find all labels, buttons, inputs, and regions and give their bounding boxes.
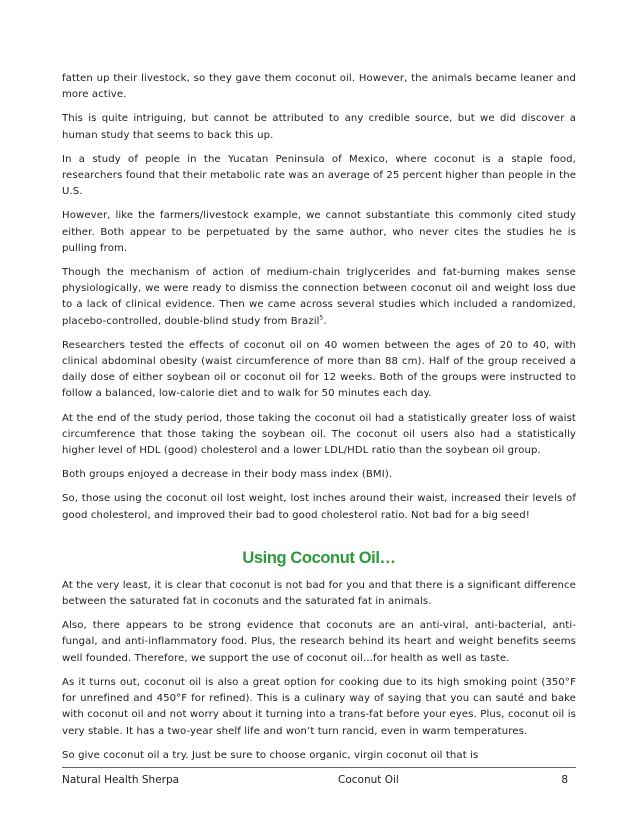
footer-publisher: Natural Health Sherpa [62, 774, 180, 786]
page-footer [62, 772, 576, 788]
page-number: 8 [561, 774, 568, 786]
paragraph-brazil-end: . [323, 315, 327, 327]
paragraph-intriguing: This is quite intriguing, but cannot be attributed to any credible source, but we did discover a human study that seems to back this up. [62, 113, 576, 141]
paragraph-cooking: As it turns out, coconut oil is also a great option for cooking due to its high smoking point (350°F for unrefined and 450°F for refined). This is a culinary way of saying that you can sauté and bake with coconut oil and not worry about it turning into a trans-fat before your eyes. Plus, coconut oil is very stable. It has a two-year shelf life and won’t turn rancid, even in warm temperatures. [62, 676, 576, 737]
paragraph-summary: So, those using the coconut oil lost weight, lost inches around their waist, increased their levels of good cholesterol, and improved their bad to good cholesterol ratio. Not bad for a big seed! [62, 493, 576, 521]
paragraph-bmi: Both groups enjoyed a decrease in their body mass index (BMI). [62, 469, 393, 481]
paragraph-unsubstantiated: However, like the farmers/livestock example, we cannot substantiate this commonly cited study either. Both appear to be perpetuated by the same author, who never cites the studies he is pulling from. [62, 210, 576, 254]
paragraph-study-results: At the end of the study period, those taking the coconut oil had a statistically greater loss of waist circumference that those taking the soybean oil. The coconut oil users also had a statistically higher level of HDL (good) cholesterol and a lower LDL/HDL ratio than the soybean oil group. [62, 412, 576, 457]
section-heading: Using Coconut Oil… [242, 548, 396, 567]
paragraph-brazil-text: Though the mechanism of action of medium-chain triglycerides and fat-burning makes sense physiologically, we were ready to dismiss the connection between coconut oil and weight loss due to a lack of clinical evidence. Then we came across several studies which included a randomized, placebo-controlled, double-blind study from Brazil [62, 267, 576, 327]
paragraph-anti-viral: Also, there appears to be strong evidence that coconuts are an anti-viral, anti-bacterial, anti-fungal, and anti-inflammatory food. Plus, the research behind its heart and weight benefits seems well founded. Therefore, we support the use of coconut oil…for health as well as taste. [62, 620, 576, 664]
paragraph-brazil-study [62, 265, 576, 330]
page-body [62, 71, 576, 772]
footnote-reference: 5 [319, 314, 324, 322]
paragraph-yucatan-study: In a study of people in the Yucatan Peninsula of Mexico, where coconut is a staple food, researchers found that their metabolic rate was an average of 25 percent higher than people in the U.S. [62, 153, 576, 198]
paragraph-not-bad: At the very least, it is clear that coconut is not bad for you and that there is a significant difference between the saturated fat in coconuts and the saturated fat in animals. [62, 579, 576, 608]
paragraph-give-a-try: So give coconut oil a try. Just be sure to choose organic, virgin coconut oil that is [62, 749, 479, 761]
paragraph-livestock: fatten up their livestock, so they gave them coconut oil. However, the animals became leaner and more active. [62, 73, 576, 101]
footer-divider [62, 767, 576, 768]
paragraph-researchers-tested: Researchers tested the effects of coconut oil on 40 women between the ages of 20 to 40, with clinical abdominal obesity (waist circumference of more than 88 cm). Half of the group received a daily dose of either soybean oil or coconut oil for 12 weeks. Both of the groups were instructed to follow a balanced, low-calorie diet and to walk for 50 minutes each day. [62, 339, 576, 400]
footer-title: Coconut Oil [338, 774, 399, 786]
